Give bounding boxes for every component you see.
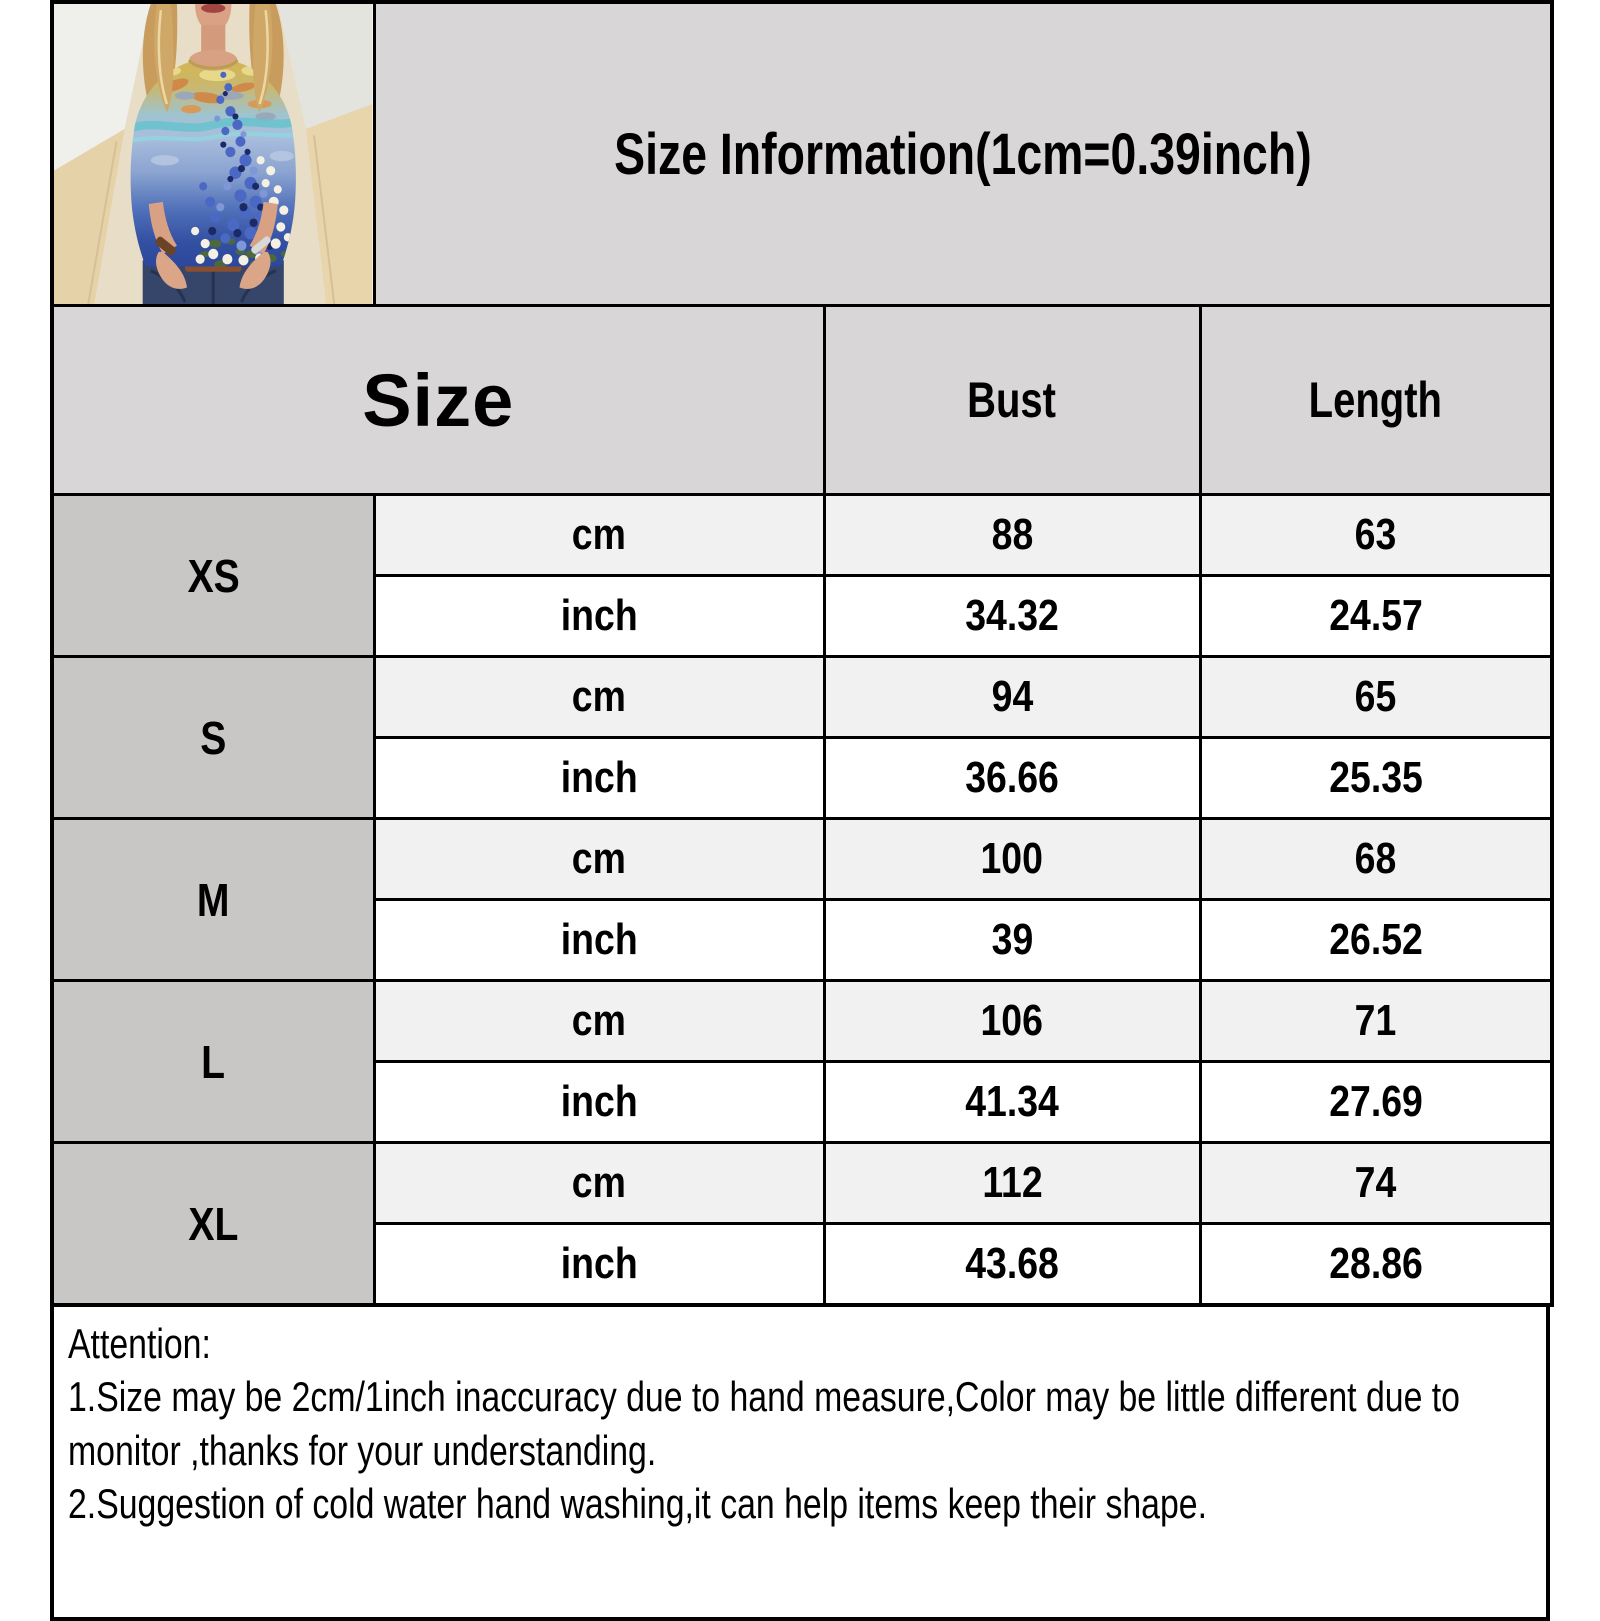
product-photo-cell [52, 2, 374, 306]
cell-xs-inch-length: 24.57 [1200, 576, 1552, 657]
size-label-xs: XS [52, 495, 374, 657]
row-s-cm [52, 657, 1552, 738]
cell-m-inch-bust: 39 [824, 900, 1200, 981]
cell-s-cm-length: 65 [1200, 657, 1552, 738]
unit-l-cm: cm [374, 981, 824, 1062]
cell-m-inch-length: 26.52 [1200, 900, 1552, 981]
unit-xl-inch: inch [374, 1224, 824, 1306]
attention-box [50, 1307, 1550, 1621]
product-photo [54, 4, 373, 304]
size-label-l: L [52, 981, 374, 1143]
row-m-cm [52, 819, 1552, 900]
unit-m-inch: inch [374, 900, 824, 981]
col-header-bust-text: Bust [967, 372, 1057, 428]
size-label-m: M [52, 819, 374, 981]
title-row [52, 2, 1552, 306]
col-header-bust [824, 306, 1200, 495]
size-chart-sheet [50, 0, 1550, 1621]
row-xs-cm [52, 495, 1552, 576]
unit-xl-cm: cm [374, 1143, 824, 1224]
col-header-length-text: Length [1309, 372, 1443, 428]
cell-s-cm-bust: 94 [824, 657, 1200, 738]
size-label-xl: XL [52, 1143, 374, 1306]
size-table [50, 0, 1554, 1307]
cell-m-cm-bust: 100 [824, 819, 1200, 900]
unit-s-cm: cm [374, 657, 824, 738]
column-header-row [52, 306, 1552, 495]
unit-xs-inch: inch [374, 576, 824, 657]
cell-xl-cm-bust: 112 [824, 1143, 1200, 1224]
cell-xs-cm-length: 63 [1200, 495, 1552, 576]
cell-s-inch-length: 25.35 [1200, 738, 1552, 819]
cell-xs-cm-bust: 88 [824, 495, 1200, 576]
cell-l-inch-length: 27.69 [1200, 1062, 1552, 1143]
size-information-title [374, 2, 1552, 306]
col-header-length [1200, 306, 1552, 495]
attention-heading: Attention: [68, 1320, 211, 1367]
attention-text [68, 1317, 1531, 1530]
cell-xl-inch-bust: 43.68 [824, 1224, 1200, 1306]
size-label-s: S [52, 657, 374, 819]
attention-note-2: 2.Suggestion of cold water hand washing,it can help items keep their shape. [68, 1479, 1207, 1527]
cell-l-cm-bust: 106 [824, 981, 1200, 1062]
cell-l-cm-length: 71 [1200, 981, 1552, 1062]
cell-l-inch-bust: 41.34 [824, 1062, 1200, 1143]
col-header-size-text: Size [362, 358, 515, 442]
cell-xl-inch-length: 28.86 [1200, 1224, 1552, 1306]
row-l-cm [52, 981, 1552, 1062]
unit-xs-cm: cm [374, 495, 824, 576]
cell-xs-inch-bust: 34.32 [824, 576, 1200, 657]
attention-note-1: 1.Size may be 2cm/1inch inaccuracy due to hand measure,Color may be little different due to monitor ,thanks for your understanding. [68, 1373, 1460, 1474]
row-xl-cm [52, 1143, 1552, 1224]
col-header-size [52, 306, 824, 495]
size-information-title-text: Size Information(1cm=0.39inch) [614, 121, 1312, 187]
unit-s-inch: inch [374, 738, 824, 819]
cell-xl-cm-length: 74 [1200, 1143, 1552, 1224]
unit-m-cm: cm [374, 819, 824, 900]
cell-s-inch-bust: 36.66 [824, 738, 1200, 819]
unit-l-inch: inch [374, 1062, 824, 1143]
cell-m-cm-length: 68 [1200, 819, 1552, 900]
